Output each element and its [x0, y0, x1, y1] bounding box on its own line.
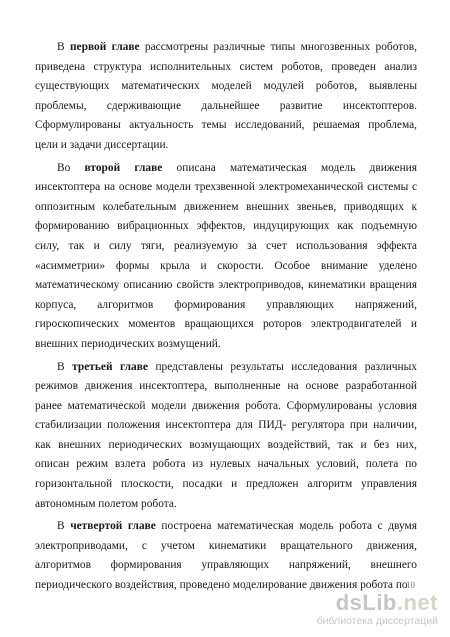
paragraph — [35, 38, 417, 156]
text-line — [35, 38, 417, 58]
text-run: представлены результаты исследования различных — [147, 360, 417, 373]
text-line: приведена структура исполнительных систем роботов, проведен анализ — [35, 60, 417, 73]
chapter-reference: первой главе — [69, 41, 140, 53]
text-line — [35, 358, 417, 378]
text-line: ранее математической модели движения робота. Сформулированы условия — [35, 399, 417, 412]
text-line: силу, так и силу тяги, реализуемую за счет использования эффекта — [35, 239, 417, 252]
document-body — [35, 38, 417, 596]
text-line — [35, 517, 417, 537]
text-line: как внешних периодических возмущающих воздействий, так и без них, — [35, 438, 417, 451]
text-line: алгоритмов формирования управляющих напряжений, внешнего — [35, 559, 417, 572]
watermark-logo — [317, 592, 438, 614]
text-line: математическому описанию свойств электроприводов, кинематики вращения — [35, 279, 417, 292]
text-run: В — [57, 360, 73, 373]
text-line: формированию вибрационных эффектов, индуцирующих как подъемную — [35, 220, 417, 233]
text-line: корпуса, алгоритмов формирования управляющих напряжений, — [35, 298, 417, 311]
text-run: рассмотрены различные типы многозвенных роботов, — [139, 41, 417, 53]
text-run: описана математическая модель движения — [162, 161, 417, 174]
text-run: В — [57, 41, 70, 53]
text-line: электроприводами, с учетом кинематики вращательного движения, — [35, 539, 417, 552]
text-line: стабилизации положения инсектоптера для ПИД- регулятора при наличии, — [35, 419, 417, 432]
text-run: Во — [57, 161, 85, 174]
text-line: внешних периодических возмущений. — [35, 337, 221, 350]
text-line — [35, 159, 417, 179]
text-run: построена математическая модель робота с двумя — [155, 520, 418, 533]
text-line: описан режим взлета робота из нулевых начальных условий, полета по — [35, 458, 417, 471]
document-page — [35, 38, 417, 599]
text-line: режимов движения инсектоптера, выполненные на основе разработанной — [35, 380, 417, 393]
chapter-reference: третьей главе — [72, 360, 148, 373]
text-line: периодического воздействия, проведено моделирование движения робота по — [35, 579, 408, 592]
text-line: существующих математических моделей модулей роботов, выявлены — [35, 80, 417, 93]
text-line: проблемы, сдерживающие дальнейшее развитие инсектоптеров. — [35, 99, 417, 112]
text-line: Сформулированы актуальность темы исследований, решаемая проблема, — [35, 119, 417, 132]
watermark-subtitle: библиотека диссертаций — [316, 615, 438, 627]
paragraph — [35, 358, 417, 515]
watermark-logo-main: dsLib — [335, 590, 397, 615]
watermark-logo-tld: .net — [396, 590, 438, 615]
text-line: гироскопических моментов вращающихся роторов электродвигателей и — [35, 318, 417, 331]
chapter-reference: второй главе — [84, 161, 163, 174]
text-line: автономным полетом робота. — [35, 497, 177, 510]
text-run: В — [57, 520, 71, 533]
chapter-reference: четвертой главе — [70, 520, 156, 533]
text-line: «асимметрии» формы крыла и скорости. Особое внимание уделено — [35, 259, 417, 272]
text-line: оппозитным колебательным движением внешних звеньев, приводящих к — [35, 200, 417, 213]
page-number: 10 — [406, 580, 415, 590]
paragraph — [35, 517, 417, 595]
paragraph — [35, 159, 417, 355]
site-watermark — [317, 592, 438, 627]
text-line: цели и задачи диссертации. — [35, 138, 169, 151]
text-line: горизонтальной плоскости, посадки и предложен алгоритм управления — [35, 478, 417, 491]
text-line: инсектоптера на основе модели трехзвенной электромеханической системы с — [35, 181, 417, 194]
